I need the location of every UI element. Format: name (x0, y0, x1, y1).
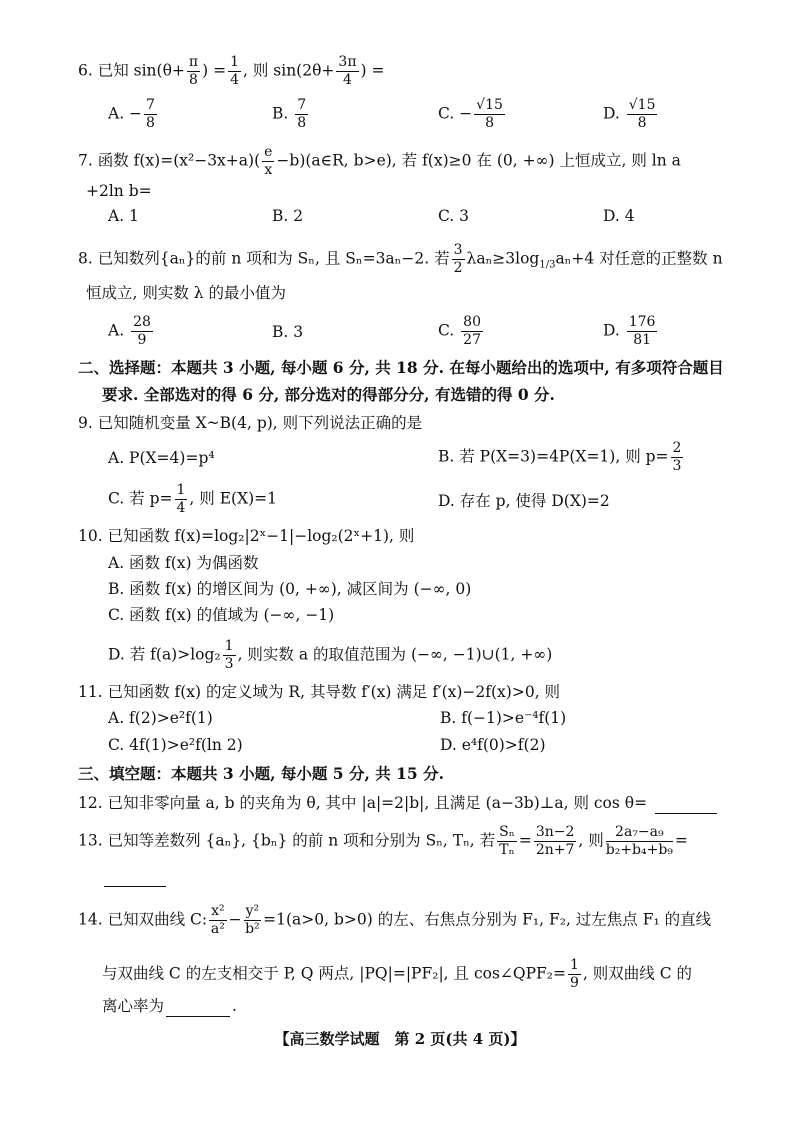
q13-text-b: , 则 (578, 831, 604, 850)
q7-text-a: 7. 函数 f(x)=(x²−3x+a)( (78, 151, 261, 170)
q9-option-a: A. P(X=4)=p⁴ (108, 449, 215, 467)
q12-answer-blank (655, 813, 717, 814)
section-2-heading-line2: 要求. 全部选对的得 6 分, 部分选对的得部分分, 有选错的得 0 分. (102, 385, 555, 404)
q10-option-b: B. 函数 f(x) 的增区间为 (0, +∞), 减区间为 (−∞, 0) (108, 580, 472, 598)
q13-frac-ratio (534, 824, 577, 859)
q9-option-b (438, 440, 685, 475)
q8-log-base: 1/3 (539, 259, 556, 271)
option-label: C. (438, 321, 460, 340)
frac-denominator: 4 (343, 72, 352, 88)
q7-option-d: D. 4 (603, 207, 635, 225)
frac-numerator: 3π (338, 54, 357, 70)
frac-denominator: Tₙ (499, 842, 515, 858)
frac-denominator: b² (245, 921, 260, 937)
q6-frac-3pi4 (336, 54, 358, 89)
question-13-stem (78, 824, 688, 859)
frac-numerator: e (264, 144, 273, 160)
frac-numerator: √15 (476, 97, 503, 113)
q10-option-c: C. 函数 f(x) 的值域为 (−∞, −1) (108, 606, 335, 624)
frac-numerator: Sₙ (499, 824, 515, 840)
q14-frac-y (244, 903, 262, 938)
frac-denominator: 2n+7 (535, 842, 575, 858)
frac-denominator: x (264, 162, 273, 178)
q13-answer-blank (104, 870, 166, 887)
q6-option-a (108, 97, 159, 132)
option-label: A. (108, 321, 130, 340)
question-7-line2: +2ln b= (86, 182, 152, 200)
q14-line2-text-a: 与双曲线 C 的左支相交于 P, Q 两点, |PQ|=|PF₂|, 且 cos∠QPF₂= (102, 964, 567, 983)
page-footer: 【高三数学试题 第 2 页(共 4 页)】 (274, 1030, 526, 1048)
q11-option-d: D. e⁴f(0)>f(2) (440, 736, 546, 754)
question-14-line3 (102, 995, 237, 1017)
q9-option-c (108, 482, 277, 517)
question-11-stem: 11. 已知函数 f(x) 的定义域为 R, 其导数 f′(x) 满足 f′(x)−2f(x)>0, 则 (78, 683, 561, 701)
option-frac (461, 314, 483, 349)
frac-denominator: 3 (672, 458, 682, 474)
q6-text-b: ) = (202, 61, 227, 80)
frac-denominator: 9 (137, 332, 147, 348)
option-text: , 则实数 a 的取值范围为 (−∞, −1)∪(1, +∞) (237, 645, 553, 664)
q7-option-b: B. 2 (272, 207, 304, 225)
option-frac (223, 638, 236, 673)
q14-frac-x (209, 903, 227, 938)
q11-option-c: C. 4f(1)>e²f(ln 2) (108, 736, 243, 754)
question-14-line2 (102, 957, 692, 992)
frac-numerator: 80 (463, 314, 481, 330)
frac-numerator: 1 (230, 54, 239, 70)
q14-text-b: =1(a>0, b>0) 的左、右焦点分别为 F₁, F₂, 过左焦点 F₁ 的直线 (263, 910, 712, 929)
q6-option-d (603, 97, 659, 132)
frac-numerator: 1 (176, 482, 186, 498)
q11-option-b: B. f(−1)>e⁻⁴f(1) (440, 709, 567, 727)
frac-numerator: 176 (628, 314, 656, 330)
question-8-line2: 恒成立, 则实数 λ 的最小值为 (86, 284, 287, 302)
frac-numerator: 1 (570, 957, 579, 973)
q13-text-c: = (674, 831, 688, 850)
q7-frac-ex (262, 144, 274, 179)
q14-answer-blank (166, 1000, 230, 1017)
frac-numerator: 7 (146, 97, 155, 113)
q8-text-c: aₙ+4 对任意的正整数 n (555, 249, 723, 268)
frac-denominator: 2 (453, 260, 463, 276)
q7-text-b: −b)(a∈R, b>e), 若 f(x)≥0 在 (0, +∞) 上恒成立, 则 ln a (276, 151, 681, 170)
q7-option-a: A. 1 (108, 207, 139, 225)
q6-option-c (438, 97, 507, 132)
q8-text-a: 8. 已知数列{aₙ}的前 n 项和为 Sₙ, 且 Sₙ=3aₙ−2. 若 (78, 249, 450, 268)
option-label: D. (603, 321, 625, 340)
q14-line3-text: 离心率为 (102, 997, 165, 1015)
option-frac (175, 482, 188, 517)
option-label: C. − (438, 104, 473, 123)
q13-eq: = (518, 831, 532, 850)
q13-text-a: 13. 已知等差数列 {aₙ}, {bₙ} 的前 n 项和分别为 Sₙ, Tₙ, 若 (78, 831, 496, 850)
option-text: C. 若 p= (108, 489, 173, 508)
option-label: D. (603, 104, 625, 123)
q12-text: 12. 已知非零向量 a, b 的夹角为 θ, 其中 |a|=2|b|, 且满足 (a−3b)⊥a, 则 cos θ= (78, 794, 648, 812)
frac-denominator: 8 (637, 115, 647, 131)
q13-frac-st (497, 824, 517, 859)
q6-text-d: ) = (360, 61, 385, 80)
q6-text-c: , 则 sin(2θ+ (243, 61, 335, 80)
frac-numerator: π (188, 54, 199, 70)
frac-numerator: 3 (453, 242, 463, 258)
frac-denominator: 9 (570, 975, 579, 991)
q6-option-b (272, 97, 310, 132)
option-frac (671, 440, 684, 475)
frac-denominator: 4 (230, 72, 239, 88)
option-frac (131, 314, 153, 349)
frac-numerator: √15 (628, 97, 656, 113)
question-9-stem: 9. 已知随机变量 X~B(4, p), 则下列说法正确的是 (78, 414, 423, 432)
frac-numerator: 7 (297, 97, 307, 113)
section-3-heading: 三、填空题：本题共 3 小题, 每小题 5 分, 共 15 分. (78, 764, 444, 783)
frac-denominator: 8 (189, 72, 198, 88)
option-frac (474, 97, 505, 132)
frac-denominator: 4 (176, 500, 186, 516)
question-10-stem: 10. 已知函数 f(x)=log₂|2ˣ−1|−log₂(2ˣ+1), 则 (78, 527, 415, 545)
question-14-stem (78, 903, 711, 938)
q14-minus: − (228, 910, 242, 929)
q8-text-b: λaₙ≥3log (466, 249, 540, 268)
q10-option-a: A. 函数 f(x) 为偶函数 (108, 554, 259, 572)
option-text: , 则 E(X)=1 (189, 489, 277, 508)
question-6-stem (78, 54, 384, 89)
frac-denominator: 8 (297, 115, 307, 131)
q8-option-c (438, 314, 485, 349)
option-frac (144, 97, 157, 132)
frac-denominator: a² (210, 921, 225, 937)
frac-denominator: 81 (633, 332, 652, 348)
q6-frac-pi8 (187, 54, 200, 89)
option-text: D. 若 f(a)>log₂ (108, 645, 221, 664)
option-label: B. (272, 104, 294, 123)
q8-option-b: B. 3 (272, 323, 304, 341)
question-8-stem (78, 242, 723, 277)
option-frac (295, 97, 308, 132)
section-2-heading: 二、选择题：本题共 3 小题, 每小题 6 分, 共 18 分. 在每小题给出的选项中, 有多项符合题目 (78, 358, 724, 377)
option-frac (627, 314, 658, 349)
frac-denominator: 8 (485, 115, 494, 131)
q14-frac-19 (568, 957, 581, 992)
frac-numerator: 2a₇−a₉ (606, 824, 673, 842)
option-text: B. 若 P(X=3)=4P(X=1), 则 p= (438, 447, 669, 466)
frac-numerator: 3n−2 (535, 824, 575, 840)
frac-denominator: 8 (146, 115, 155, 131)
frac-numerator: 1 (224, 638, 234, 654)
q8-frac-32 (452, 242, 465, 277)
frac-numerator: 28 (133, 314, 151, 330)
q11-option-a: A. f(2)>e²f(1) (108, 709, 213, 727)
q8-option-d (603, 314, 659, 349)
q6-text-a: 6. 已知 sin(θ+ (78, 61, 185, 80)
question-7-stem (78, 144, 681, 179)
question-12 (78, 792, 717, 814)
q14-text-a: 14. 已知双曲线 C: (78, 910, 208, 929)
q14-line2-text-b: , 则双曲线 C 的 (582, 964, 693, 983)
frac-denominator: b₂+b₄+b₉ (605, 842, 673, 858)
frac-denominator: 27 (463, 332, 481, 348)
q9-option-d: D. 存在 p, 使得 D(X)=2 (438, 492, 610, 510)
q10-option-d (108, 638, 552, 673)
option-label: A. − (108, 104, 143, 123)
q8-option-a (108, 314, 155, 349)
frac-numerator: y² (245, 903, 260, 919)
q13-frac-target (606, 824, 673, 859)
q7-option-c: C. 3 (438, 207, 470, 225)
option-frac (627, 97, 658, 132)
frac-numerator: 2 (672, 440, 682, 456)
frac-numerator: x² (211, 903, 225, 919)
frac-denominator: 3 (224, 656, 234, 672)
q14-line3-end: . (232, 997, 237, 1015)
q6-frac-quarter (228, 54, 241, 89)
